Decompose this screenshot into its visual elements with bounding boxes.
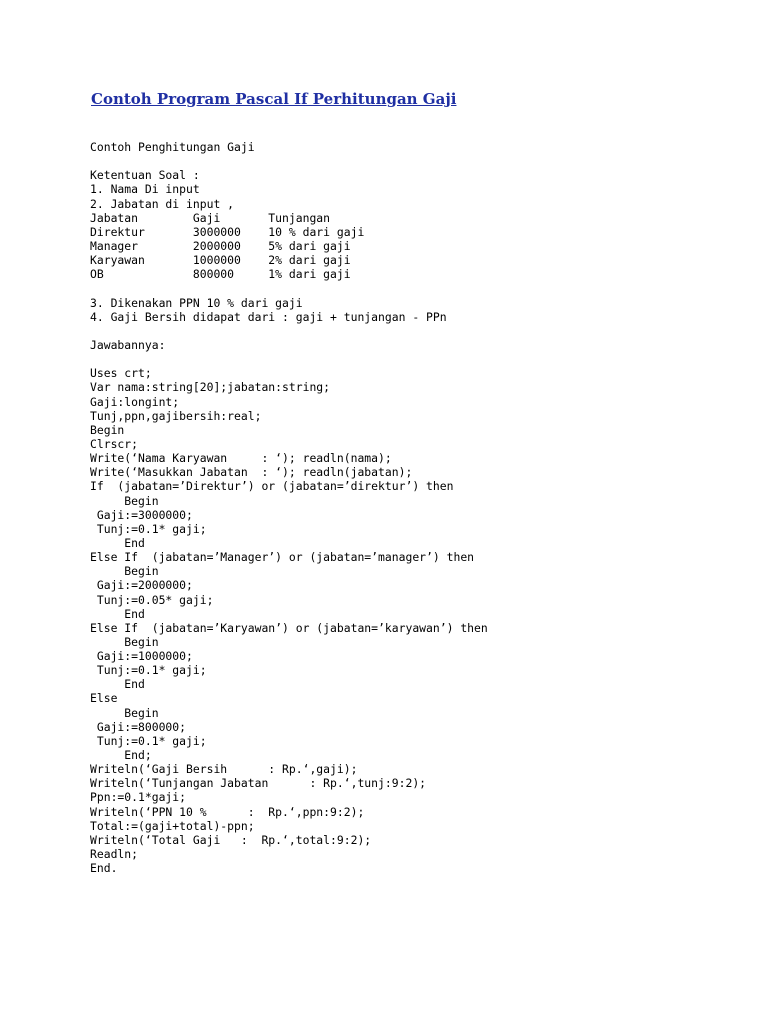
code-line: Begin <box>90 634 159 649</box>
code-line: Tunj:=0.1* gaji; <box>90 521 207 536</box>
code-line: End <box>90 677 145 692</box>
code-line: Begin <box>90 564 159 579</box>
code-line: Write(‘Nama Karyawan : ‘); readln(nama); <box>90 451 392 466</box>
code-line: End <box>90 535 145 550</box>
code-line <box>90 324 488 338</box>
code-line: Writeln(‘Total Gaji : Rp.‘,total:9:2); <box>90 832 372 847</box>
code-line: Write(‘Masukkan Jabatan : ‘); readln(jabatan); <box>90 465 413 480</box>
code-line: 1. Nama Di input <box>90 182 200 197</box>
code-line: Else If (jabatan=’Karyawan’) or (jabatan=’karyawan’) then <box>90 620 488 635</box>
code-line: Writeln(‘Tunjangan Jabatan : Rp.‘,tunj:9:2); <box>90 776 427 791</box>
code-line: Var nama:string[20];jabatan:string; <box>90 380 331 395</box>
code-line: Manager 2000000 5% dari gaji <box>90 238 351 253</box>
code-line: Contoh Penghitungan Gaji <box>90 140 255 154</box>
code-line: Jabatan Gaji Tunjangan <box>90 210 331 225</box>
code-line: Begin <box>90 422 125 437</box>
code-line: Clrscr; <box>90 436 139 451</box>
code-line: OB 800000 1% dari gaji <box>90 267 351 282</box>
code-line <box>90 352 488 366</box>
code-line: Else If (jabatan=’Manager’) or (jabatan=’manager’) then <box>90 550 475 565</box>
code-line: Readln; <box>90 847 139 862</box>
code-line <box>90 281 488 295</box>
code-line: Gaji:longint; <box>90 394 180 409</box>
code-line: Begin <box>90 705 159 720</box>
code-line: Gaji:=800000; <box>90 719 187 734</box>
code-line: Gaji:=1000000; <box>90 649 193 664</box>
code-line: Begin <box>90 493 159 508</box>
code-line: Ketentuan Soal : <box>90 168 200 183</box>
code-line: Tunj,ppn,gajibersih:real; <box>90 408 262 423</box>
code-line: Tunj:=0.05* gaji; <box>90 592 214 607</box>
code-line: Gaji:=2000000; <box>90 578 193 593</box>
code-line: Writeln(‘PPN 10 % : Rp.‘,ppn:9:2); <box>90 804 365 819</box>
code-line: Total:=(gaji+total)-ppn; <box>90 818 255 833</box>
code-line: Ppn:=0.1*gaji; <box>90 790 187 805</box>
code-line: End; <box>90 748 152 763</box>
code-line: Karyawan 1000000 2% dari gaji <box>90 253 351 268</box>
code-line: 3. Dikenakan PPN 10 % dari gaji <box>90 295 303 310</box>
code-line: Tunj:=0.1* gaji; <box>90 733 207 748</box>
code-listing <box>90 140 488 875</box>
code-line: End. <box>90 861 118 876</box>
code-line: Direktur 3000000 10 % dari gaji <box>90 224 365 239</box>
code-line: Else <box>90 691 118 706</box>
code-line: 4. Gaji Bersih didapat dari : gaji + tunjangan - PPn <box>90 309 447 324</box>
code-line: Tunj:=0.1* gaji; <box>90 663 207 678</box>
code-line: Gaji:=3000000; <box>90 507 193 522</box>
code-line: Jawabannya: <box>90 337 166 352</box>
code-line: Writeln(‘Gaji Bersih : Rp.‘,gaji); <box>90 762 358 777</box>
code-line: End <box>90 606 145 621</box>
page-title-link[interactable]: Contoh Program Pascal If Perhitungan Gaji <box>91 90 457 108</box>
code-line <box>90 154 488 168</box>
code-line: 2. Jabatan di input , <box>90 196 235 211</box>
code-line: If (jabatan=’Direktur’) or (jabatan=’direktur’) then <box>90 479 454 494</box>
code-line: Uses crt; <box>90 366 152 381</box>
